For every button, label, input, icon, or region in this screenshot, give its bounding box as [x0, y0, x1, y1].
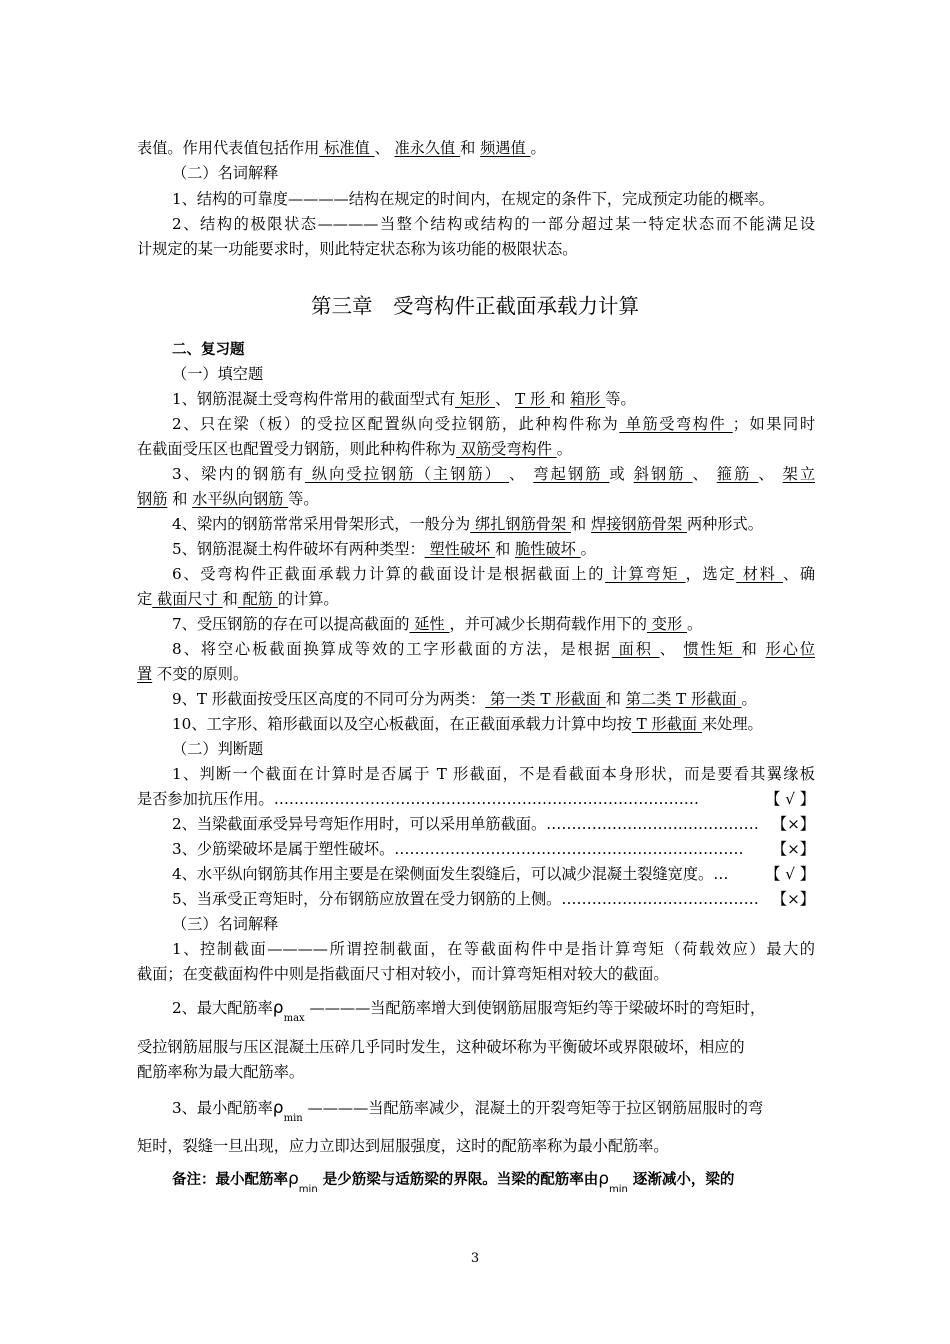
fill-in-heading: （一）填空题 [172, 365, 264, 383]
text: 的计算。 [277, 590, 339, 608]
answer-blank: 矩形 [455, 390, 496, 408]
judgement-3 [172, 839, 815, 859]
subscript: min [298, 1184, 318, 1195]
definition-2-line2: 计规定的某一功能要求时，则此特定状态称为该功能的极限状态。 [137, 240, 578, 258]
judgement-2 [172, 814, 815, 834]
text: 。 [556, 440, 572, 458]
answer-blank: 形心位 [765, 640, 815, 658]
text: 。 [741, 690, 757, 708]
page-number: 3 [470, 1251, 480, 1266]
text: 和 [460, 139, 481, 157]
term-2-line3: 配筋率称为最大配筋率。 [137, 1063, 305, 1081]
question-1 [172, 389, 815, 409]
rho-symbol: ρ [272, 998, 284, 1018]
answer-blank: 弯起钢筋 [533, 465, 610, 483]
question-7 [172, 614, 815, 634]
answer-blank: 架立 [782, 465, 815, 483]
text: 、 [509, 465, 534, 483]
rho-symbol: ρ [272, 1098, 284, 1118]
text: 在截面受压区也配置受力钢筋，则此种构件称为 [137, 440, 456, 458]
subscript: min [609, 1184, 628, 1195]
text: 来处理。 [701, 715, 763, 733]
chapter-title: 第三章 受弯构件正截面承载力计算 [311, 294, 639, 318]
question-8-line1 [172, 639, 815, 659]
answer-blank: 惯性矩 [683, 640, 742, 658]
text: 2、只在梁（板）的受拉区配置纵向受拉钢筋，此种构件称为 [172, 415, 620, 433]
text: 和 [605, 690, 626, 708]
judgement-1-line2 [137, 789, 815, 809]
answer-blank: T 形截面 [631, 715, 702, 733]
judgement-answer: 【 √ 】 [765, 865, 815, 883]
judgement-1-line1: 1、判断一个截面在计算时是否属于 T 形截面，不是看截面本身形状，而是要看其翼缘板 [172, 765, 815, 783]
text: ————当配筋率增大到使钢筋屈服弯矩约等于梁破坏时的弯矩时， [304, 999, 766, 1017]
rho-symbol: ρ [598, 1169, 609, 1189]
answer-blank: 双筋受弯构件 [455, 440, 557, 458]
text: ，并可减少长期荷载作用下的 [449, 615, 647, 633]
text: 5、钢筋混凝土构件破坏有两种类型： [172, 540, 425, 558]
answer-blank: 单筋受弯构件 [619, 415, 733, 433]
text: 和 [741, 640, 766, 658]
section-heading: （二）名词解释 [172, 164, 279, 182]
answer-blank: 箱形 [570, 390, 606, 408]
text: ；如果同时 [732, 415, 815, 433]
term-1-line1: 1、控制截面————所谓控制截面，在等截面构件中是指计算弯矩（荷载效应）最大的 [172, 940, 815, 958]
answer-blank: 置 [137, 665, 153, 683]
answer-blank: 箍筋 [716, 465, 759, 483]
judgement-answer: 【 √ 】 [765, 790, 815, 808]
question-6-line1 [172, 564, 815, 584]
question-3-line1 [172, 464, 815, 484]
text: 、 [374, 139, 395, 157]
text: 4、水平纵向钢筋其作用主要是在梁侧面发生裂缝后，可以减少混凝土裂缝宽度。… [172, 865, 729, 883]
text: 和 [495, 540, 516, 558]
answer-blank: 钢筋 [137, 490, 168, 508]
definition-1: 1、结构的可靠度————结构在规定的时间内，在规定的条件下，完成预定功能的概率。 [172, 190, 774, 208]
judgement-answer: 【×】 [771, 815, 815, 833]
text: 5、当承受正弯矩时，分布钢筋应放置在受力钢筋的上侧。………………………………… [172, 890, 759, 908]
term-1-line2: 截面；在变截面构件中则是指截面尺寸相对较小，而计算弯矩相对较大的截面。 [137, 965, 669, 983]
text: 等。 [288, 490, 319, 508]
question-2-line2 [137, 439, 815, 459]
question-8-line2 [137, 664, 815, 684]
text: 6、受弯构件正截面承载力计算的截面设计是根据截面上的 [172, 565, 606, 583]
answer-blank: 塑性破坏 [424, 540, 496, 558]
answer-blank: 纵向受拉钢筋（主钢筋） [304, 465, 510, 483]
answer-blank: 变形 [646, 615, 687, 633]
question-10 [172, 714, 815, 734]
text: 不变的原则。 [152, 665, 249, 683]
text: 、 [659, 640, 684, 658]
answer-blank: 计算弯矩 [605, 565, 686, 583]
text: 和 [571, 515, 592, 533]
question-4 [172, 514, 815, 534]
judgement-5 [172, 889, 815, 909]
answer-blank: T 形 [515, 390, 551, 408]
answer-blank: 水平纵向钢筋 [192, 490, 289, 508]
text: 逐渐减小，梁的 [627, 1172, 735, 1188]
text: 是少筋梁与适筋梁的界限。当梁的配筋率由 [317, 1172, 599, 1188]
answer-blank: 标准值 [319, 139, 375, 157]
definition-2-line1: 2、结构的极限状态————当整个结构或结构的一部分超过某一特定状态而不能满足设 [172, 215, 815, 233]
text: 和 [550, 390, 571, 408]
text: 4、梁内的钢筋常常采用骨架形式，一般分为 [172, 515, 471, 533]
text: ————当配筋率减少，混凝土的开裂弯矩等于拉区钢筋屈服时的弯 [302, 1099, 764, 1117]
question-9 [172, 689, 815, 709]
answer-blank: 第二类 T 形截面 [625, 690, 742, 708]
term-2-line1 [172, 996, 815, 1031]
text: ，选定 [685, 565, 737, 583]
continuation-line [137, 138, 815, 158]
text: 定 [137, 590, 153, 608]
text: 8、将空心板截面换算成等效的工字形截面的方法，是根据 [172, 640, 612, 658]
text: 9、T 形截面按受压区高度的不同可分为两类： [172, 690, 486, 708]
text: 和 [167, 490, 193, 508]
text: 、 [495, 390, 516, 408]
text: 、 [692, 465, 717, 483]
judgement-heading: （二）判断题 [172, 740, 264, 758]
text: 10、工字形、箱形截面以及空心板截面，在正截面承载力计算中均按 [172, 715, 632, 733]
text: 、确 [782, 565, 815, 583]
text: 1、钢筋混凝土受弯构件常用的截面型式有 [172, 390, 456, 408]
answer-blank: 第一类 T 形截面 [485, 690, 606, 708]
answer-blank: 斜钢筋 [633, 465, 693, 483]
text: 备注：最小配筋率 [172, 1172, 288, 1188]
text: 两种形式。 [686, 515, 763, 533]
text: 等。 [605, 390, 636, 408]
text: 3、少筋梁破坏是属于塑性破坏。…………………………………………………………… [172, 840, 744, 858]
question-5 [172, 539, 815, 559]
question-2-line1 [172, 414, 815, 434]
question-3-line2 [137, 489, 815, 509]
term-3-line2: 矩时，裂缝一旦出现，应力立即达到屈服强度，这时的配筋率称为最小配筋率。 [137, 1137, 669, 1155]
answer-blank: 材料 [736, 565, 783, 583]
answer-blank: 截面尺寸 [152, 590, 223, 608]
text: 是否参加抗压作用。………………………………………………………………………… [137, 790, 699, 808]
subscript: max [283, 1013, 305, 1024]
text: 表值。作用代表值包括作用 [137, 139, 320, 157]
term-2-line2: 受拉钢筋屈服与压区混凝土压碎几乎同时发生，这种破坏称为平衡破坏或界限破坏，相应的 [137, 1038, 745, 1056]
term-3-line1 [172, 1096, 815, 1131]
answer-blank: 面积 [611, 640, 660, 658]
text: 3、最小配筋率 [172, 1099, 273, 1117]
question-6-line2 [137, 589, 815, 609]
text: 2、最大配筋率 [172, 999, 273, 1017]
text: 、 [758, 465, 783, 483]
text: 和 [222, 590, 238, 608]
review-heading: 二、复习题 [172, 342, 245, 358]
judgement-answer: 【×】 [771, 840, 815, 858]
text: 或 [609, 465, 634, 483]
answer-blank: 配筋 [237, 590, 278, 608]
text: 3、梁内的钢筋有 [172, 465, 305, 483]
subscript: min [283, 1113, 303, 1124]
judgement-4 [172, 864, 815, 884]
rho-symbol: ρ [288, 1169, 299, 1189]
judgement-answer: 【×】 [771, 890, 815, 908]
answer-blank: 频遇值 [480, 139, 531, 157]
answer-blank: 脆性破坏 [515, 540, 581, 558]
terms-heading: （三）名词解释 [172, 915, 279, 933]
text: 。 [530, 139, 546, 157]
note-line [172, 1167, 815, 1202]
answer-blank: 焊接钢筋骨架 [591, 515, 687, 533]
answer-blank: 延性 [409, 615, 450, 633]
text: 2、当梁截面承受异号弯矩作用时，可以采用单筋截面。…………………………………… [172, 815, 759, 833]
answer-blank: 绑扎钢筋骨架 [470, 515, 572, 533]
text: 。 [686, 615, 703, 633]
answer-blank: 准永久值 [394, 139, 461, 157]
text: 。 [580, 540, 596, 558]
text: 7、受压钢筋的存在可以提高截面的 [172, 615, 410, 633]
